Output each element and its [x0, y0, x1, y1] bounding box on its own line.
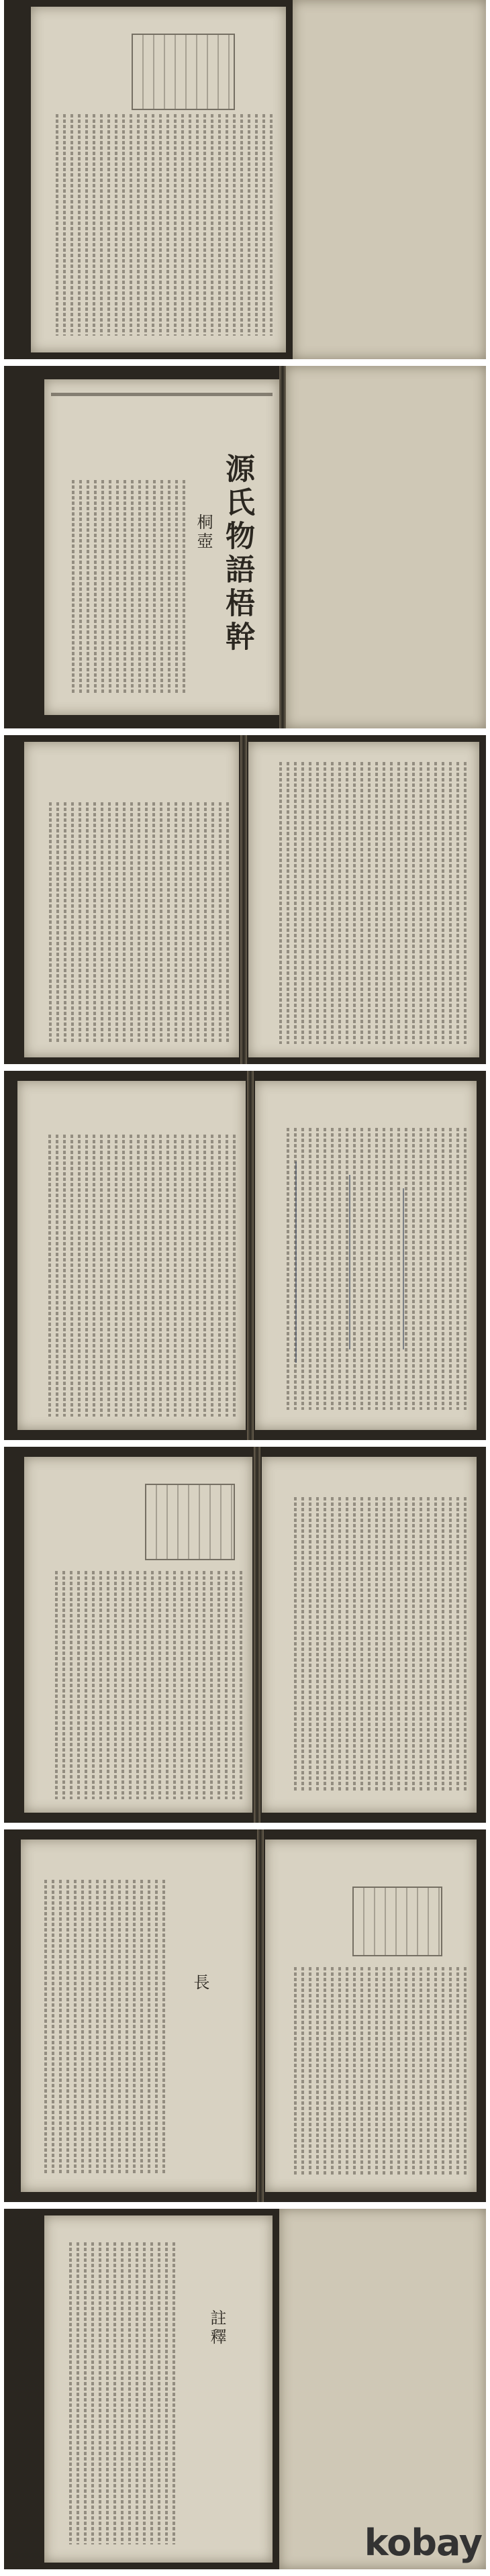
- text-columns: [31, 1880, 165, 2175]
- book-photo-2: [4, 366, 486, 728]
- section-title: 註釋: [207, 2309, 226, 2347]
- book-page-right: [265, 1840, 477, 2192]
- book-page-left: [21, 1840, 256, 2192]
- text-columns: [34, 1571, 242, 1799]
- book-gutter: [254, 1447, 260, 1823]
- book-page-left: [24, 1457, 252, 1813]
- book-gutter: [279, 366, 286, 728]
- table-diagram: [145, 1484, 235, 1560]
- book-page-right: [255, 1081, 477, 1430]
- book-gutter: [257, 1829, 264, 2202]
- text-columns: [44, 114, 273, 336]
- pencil-annotation: [295, 1161, 297, 1363]
- text-columns: [58, 480, 185, 695]
- site-watermark: kobay: [364, 2522, 482, 2564]
- book-page-left: [24, 742, 239, 1057]
- book-gutter: [247, 1071, 254, 1440]
- book-page: [31, 7, 286, 352]
- book-page: [293, 0, 486, 359]
- section-title: 長: [191, 1974, 209, 1993]
- text-columns: [54, 2242, 175, 2544]
- pencil-annotation: [349, 1175, 350, 1349]
- book-page-left: [44, 379, 279, 715]
- book-photo-3: [4, 735, 486, 1064]
- chapter-title: 源氏物語梧幹: [220, 453, 254, 655]
- text-columns: [34, 802, 229, 1044]
- book-photo-6: [4, 1829, 486, 2202]
- header-rule: [51, 393, 273, 396]
- book-photo-5: [4, 1447, 486, 1823]
- pencil-annotation: [403, 1188, 404, 1349]
- chapter-subtitle: 桐壺: [194, 514, 213, 551]
- text-columns: [272, 1497, 467, 1793]
- book-gutter: [240, 735, 247, 1064]
- book-photo-4: [4, 1071, 486, 1440]
- book-page-left: [17, 1081, 246, 1430]
- text-columns: [28, 1135, 236, 1417]
- book-page: [44, 2215, 273, 2563]
- book-photo-1: [4, 0, 486, 359]
- book-page-right: [248, 742, 479, 1057]
- book-photo-7: [4, 2209, 486, 2569]
- text-columns: [275, 1967, 467, 2175]
- text-columns: [258, 762, 467, 1044]
- genealogy-diagram: [352, 1887, 442, 1956]
- book-page-right: [279, 2209, 486, 2569]
- genealogy-diagram: [132, 34, 235, 110]
- book-page-right: [262, 1457, 477, 1813]
- book-page-right: [286, 366, 486, 728]
